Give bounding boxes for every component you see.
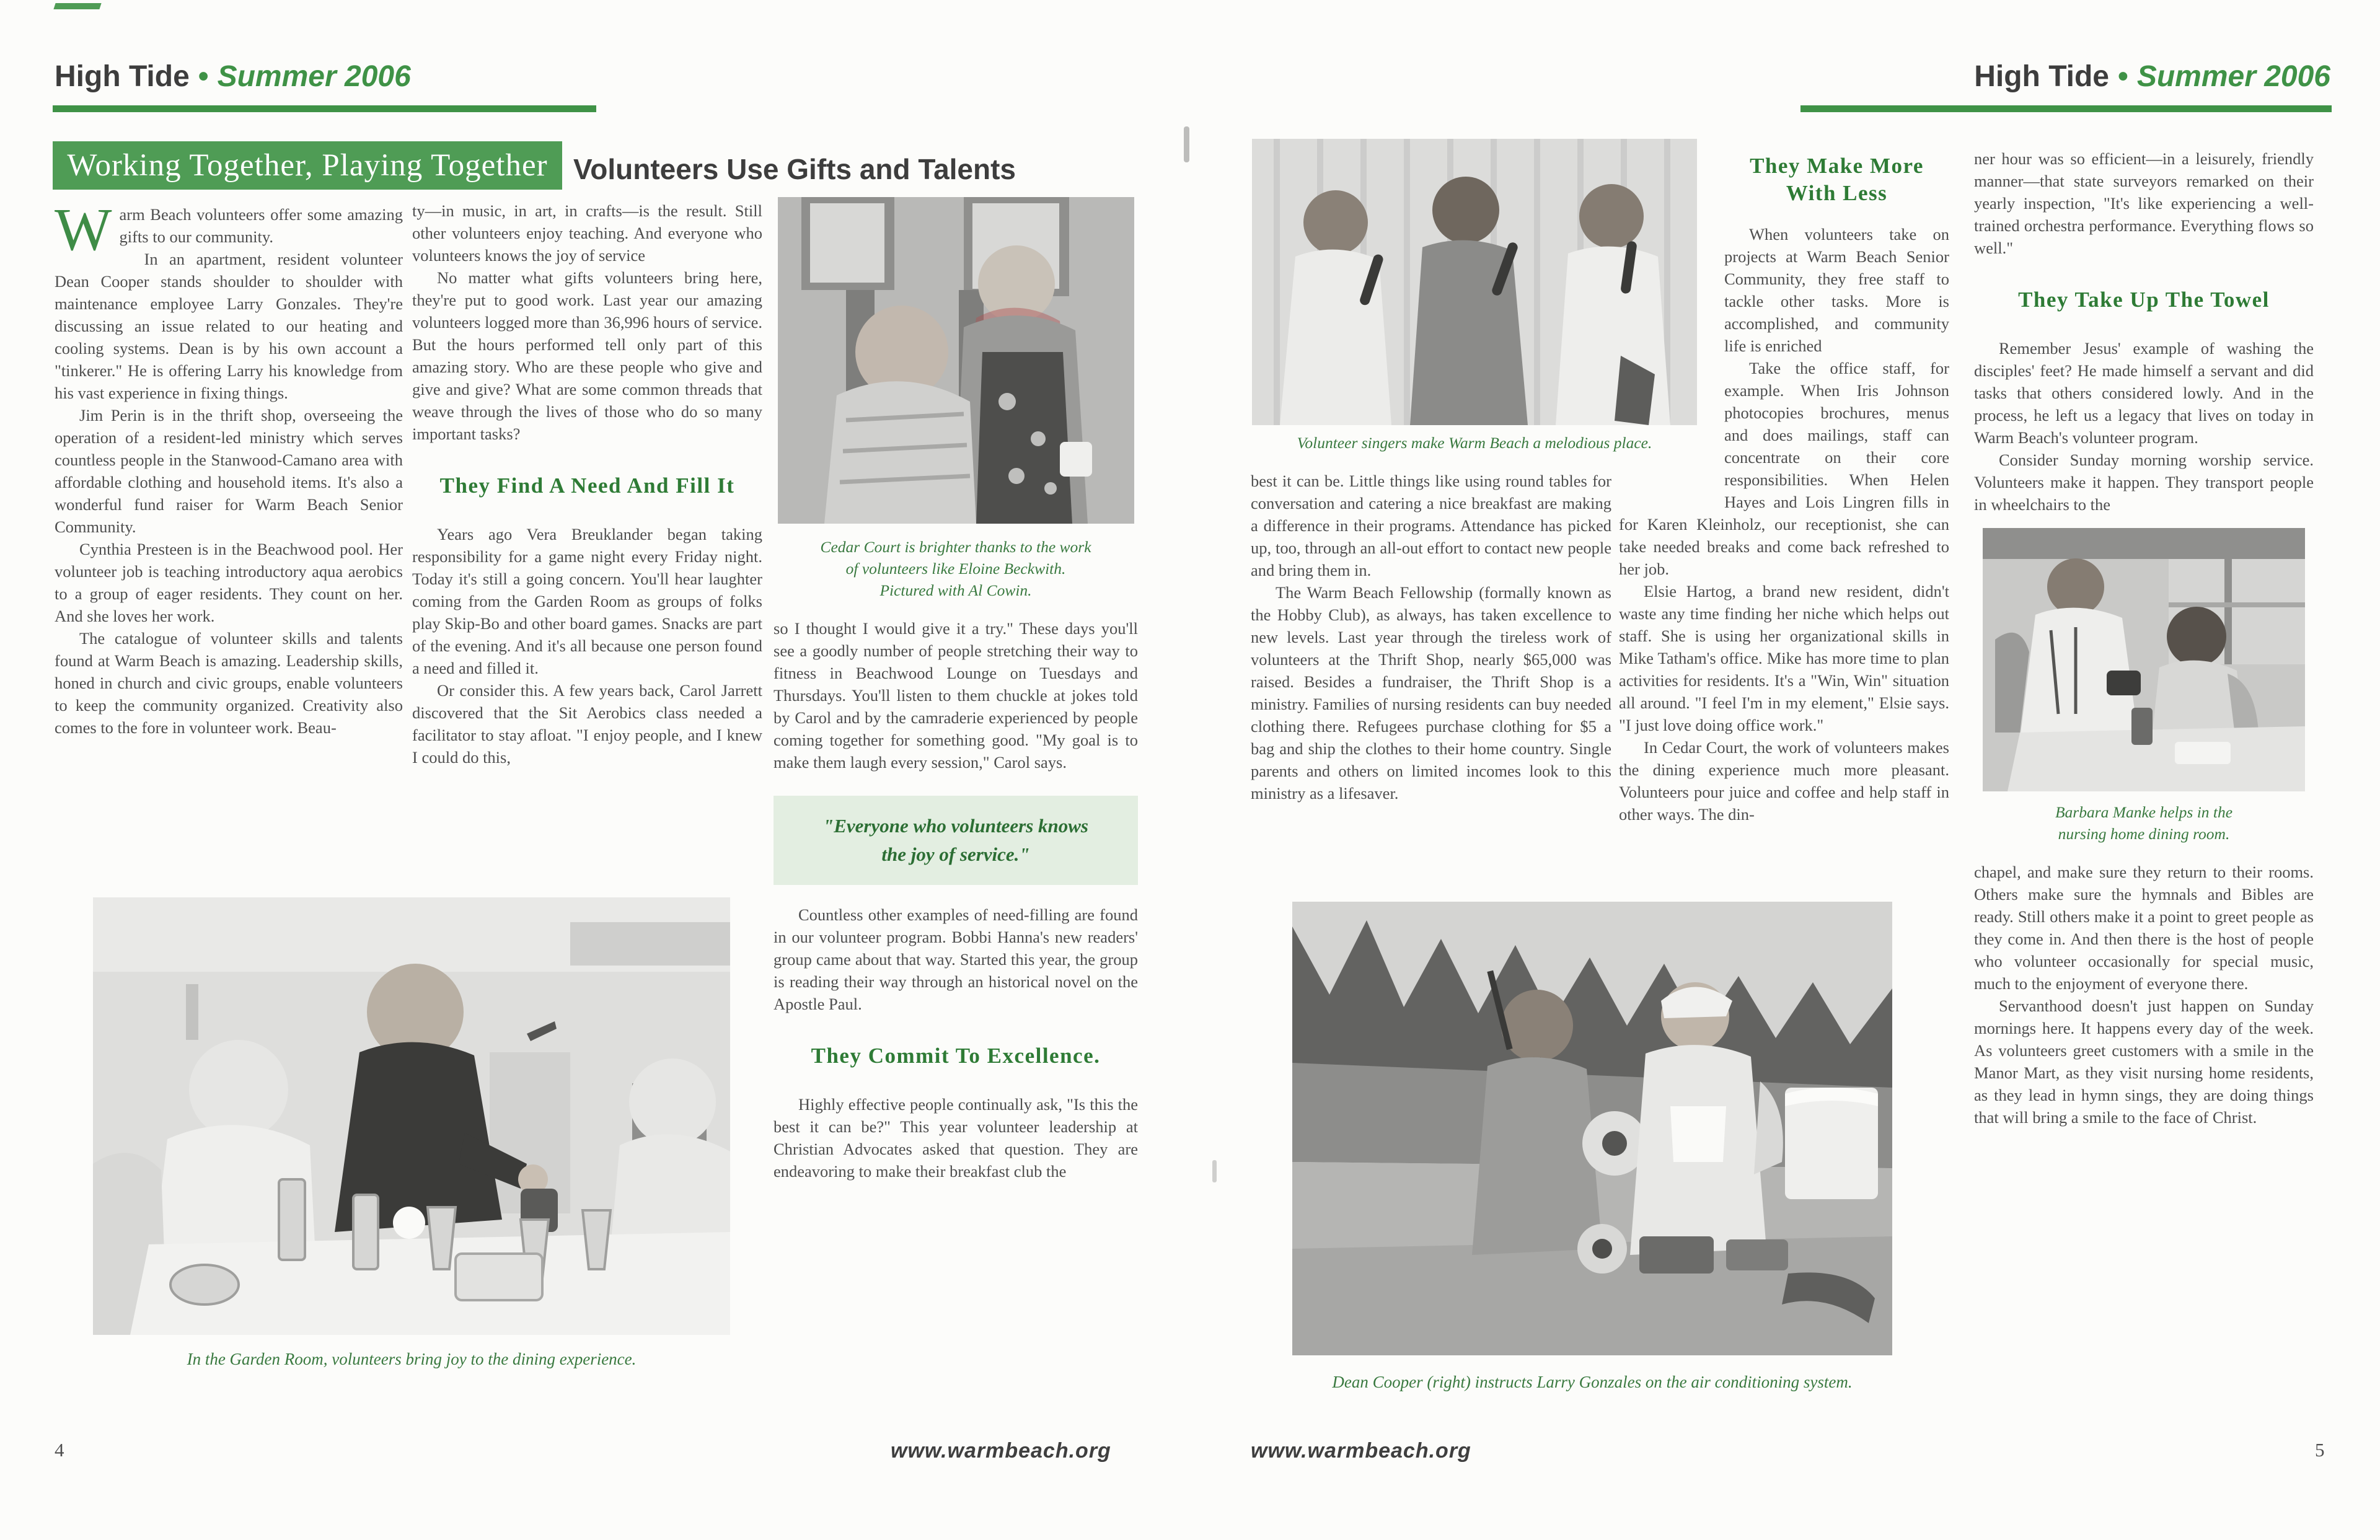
photo-caption: Barbara Manke helps in the xyxy=(2055,803,2233,821)
page-number-right: 5 xyxy=(2315,1439,2325,1461)
paragraph: so I thought I would give it a try." These days you'll see a goodly number of people stretching their way to fitness in Beachwood Lounge on Tuesdays and Thursdays. You'll listen to them chuckle at jokes told by Carol and by the camraderie experienced by people coming together for something good. "My goal is to make them laugh every session," Carol says. xyxy=(774,619,1138,772)
paragraph: When volunteers take on projects at Warm Beach Senior Community, they free staff to tackle other tasks. More is accomplished, and community life is enriched xyxy=(1724,225,1949,355)
paragraph: Highly effective people continually ask, "Is this the best it can be?" This year volunteer leadership at Christian Advocates asked that question. They are endeavoring to make their breakfast club the xyxy=(774,1095,1138,1181)
section-heading: They Find A Need And Fill It xyxy=(439,473,735,498)
photo-caption: of volunteers like Eloine Beckwith. xyxy=(845,560,1066,578)
paragraph: ty—in music, in art, in crafts—is the result. Still other volunteers enjoy teaching. And everyone who volunteers knows the joy of service xyxy=(412,201,762,265)
scan-gutter-artifact xyxy=(1184,126,1189,162)
paragraph: Consider Sunday morning worship service. Volunteers make it happen. They transport people in wheelchairs to the xyxy=(1974,451,2314,514)
photo-caption: In the Garden Room, volunteers bring joy to the dining experience. xyxy=(187,1350,637,1368)
website-url: www.warmbeach.org xyxy=(1251,1439,1471,1463)
drop-cap: W xyxy=(55,196,112,263)
header-rule xyxy=(1800,105,2332,112)
photo-caption: Cedar Court is brighter thanks to the work xyxy=(820,538,1091,556)
paragraph-text: arm Beach volunteers offer some amazing gifts to our community. xyxy=(119,205,403,246)
paragraph: chapel, and make sure they return to their rooms. Others make sure the hymnals and Bibles are ready. Still others make it a point to greet people as they come in. And then there is the host of people who volunteer occasionally for special music, much to the enjoyment of everyone there. xyxy=(1974,863,2314,993)
article-headline: Volunteers Use Gifts and Talents xyxy=(573,153,1016,185)
garden-room-photo xyxy=(93,897,730,1338)
scan-corner-mark xyxy=(53,3,101,9)
paragraph xyxy=(55,196,403,263)
photo-caption: nursing home dining room. xyxy=(2058,825,2230,843)
right-column-2 xyxy=(1619,152,1949,825)
newsletter-title: High Tide xyxy=(1974,60,2109,93)
paragraph: Cynthia Presteen is in the Beachwood pool. Her volunteer job is teaching introductory aqua aerobics to a group of eager residents. They count on her. And she loves her work. xyxy=(55,540,403,625)
paragraph: Remember Jesus' example of washing the disciples' feet? He made himself a servant and did tasks that others considered lowly. And in the process, he left us a legacy that lives on today in Warm Beach's volunteer program. xyxy=(1974,339,2314,447)
newsletter-issue: Summer 2006 xyxy=(217,60,411,93)
website-url: www.warmbeach.org xyxy=(891,1439,1111,1463)
paragraph: No matter what gifts volunteers bring here, they're put to good work. Last year our amazing volunteers logged more than 36,996 hours of service. But the hours performed tell only part of this amazing story. Who are these people who give and give and give? What are some common threads that weave through the lives of those who do so many important tasks? xyxy=(412,268,762,443)
right-column-1 xyxy=(1251,470,1611,804)
paragraph: Servanthood doesn't just happen on Sunday mornings here. It happens every day of the week. As volunteers greet customers with a smile in the Manor Mart, as they visit nursing home residents, as they lead in hymn sings, they are doing things that will bring a smile to the face of Christ. xyxy=(1974,997,2314,1127)
paragraph: Years ago Vera Breuklander began taking responsibility for a game night every Friday night. Today it's still a going concern. You'll hear laughter coming from the Garden Room as groups of folks play Skip-Bo and other board games. Snacks are part of the evening. And it's all because one person found a need and filled it. xyxy=(412,525,762,677)
paragraph: Take the office staff, for example. When Iris Johnson photocopies brochures, menus and does mailings, staff can concentrate on their core responsibilities. When Helen Hayes and Lois Lingren fills in for Karen Kleinholz, our receptionist, she can take needed breaks and come back refreshed to her job. xyxy=(1619,359,1949,578)
section-banner-label: Working Together, Playing Together xyxy=(67,148,548,183)
header-bullet: • xyxy=(198,60,209,93)
pull-quote xyxy=(774,796,1138,885)
right-column-3 xyxy=(1974,147,2314,1129)
section-heading-line: With Less xyxy=(1786,181,1888,205)
paragraph: best it can be. Little things like using round tables for conversation and catering a nice breakfast are making a difference in their programs. Attendance has picked up, too, through an all-out effort to contact new people and bring them in. xyxy=(1251,472,1611,579)
photo-caption: Pictured with Al Cowin. xyxy=(879,581,1032,599)
section-heading-line: They Make More xyxy=(1750,154,1924,178)
paragraph: Elsie Hartog, a brand new resident, didn't waste any time finding her niche which helps out staff. She is using her organizational skills in Mike Tatham's office. Mike has more time to plan activities for residents. It's a "Win, Win" situation all around. "I feel I'm in my element," Elsie says. "I just love doing office work." xyxy=(1619,582,1949,734)
paragraph: ner hour was so efficient—in a leisurely, friendly manner—that state surveyors remarked on their yearly inspection, "It's like experiencing a well-trained orchestra performance. Everything flows so well." xyxy=(1974,149,2314,257)
right-page-header xyxy=(1974,59,2330,94)
section-heading: They Commit To Excellence. xyxy=(811,1044,1101,1068)
pull-quote-line: the joy of service." xyxy=(881,843,1030,865)
page-number-left: 4 xyxy=(55,1439,64,1461)
left-column-2 xyxy=(412,200,762,768)
section-banner xyxy=(53,141,562,190)
photo-wrap-spacer xyxy=(1619,152,1724,498)
barbara-manke-photo xyxy=(1983,528,2305,791)
paragraph: Or consider this. A few years back, Carol Jarrett discovered that the Sit Aerobics class needed a facilitator to stay afloat. "I enjoy people, and I knew I could do this, xyxy=(412,681,762,767)
paragraph: The Warm Beach Fellowship (formally known as the Hobby Club), as always, has taken excellence to new levels. Last year through the tireless work of volunteers at the Thrift Shop, nearly $65,000 was raised. Besides a fundraiser, the Thrift Shop is a ministry. Families of nursing residents can buy needed clothing there. Refugees purchase clothing for $5 a bag and ship the clothes to their home country. Single parents and others on limited incomes look to this ministry as a lifesaver. xyxy=(1251,583,1611,803)
section-heading: They Take Up The Towel xyxy=(2018,288,2270,312)
paragraph: In an apartment, resident volunteer Dean Cooper stands shoulder to shoulder with maintenance employee Larry Gonzales. They're discussing an issue related to our heating and cooling systems. Dean is by his own account a "tinkerer." He is offering Larry his knowledge from his vast experience in fixing things. xyxy=(55,250,403,402)
newsletter-title: High Tide xyxy=(55,60,190,93)
left-column-1 xyxy=(55,196,403,739)
scan-gutter-artifact xyxy=(1212,1160,1217,1182)
cedar-court-photo xyxy=(778,197,1134,524)
paragraph: Countless other examples of need-filling are found in our volunteer program. Bobbi Hanna's new readers' group came about that way. Started this year, the group is reading their way through an historical novel on the Apostle Paul. xyxy=(774,905,1138,1013)
photo-caption: Volunteer singers make Warm Beach a melodious place. xyxy=(1297,434,1652,452)
photo-caption: Dean Cooper (right) instructs Larry Gonzales on the air conditioning system. xyxy=(1332,1373,1853,1391)
paragraph: In Cedar Court, the work of volunteers makes the dining experience much more pleasant. Volunteers pour juice and coffee and help staff in other ways. The din- xyxy=(1619,738,1949,824)
paragraph: Jim Perin is in the thrift shop, overseeing the operation of a resident-led ministry which serves countless people in the Stanwood-Camano area with affordable clothing and household items. It's also a wonderful fund raiser for Warm Beach Senior Community. xyxy=(55,406,403,536)
header-rule xyxy=(53,105,596,112)
paragraph: The catalogue of volunteer skills and talents found at Warm Beach is amazing. Leadership skills, honed in church and civic groups, enable volunteers to keep the community organized. Creativity also comes to the fore in volunteer work. Beau- xyxy=(55,629,403,737)
left-column-3 xyxy=(774,197,1138,1182)
dean-cooper-photo xyxy=(1292,902,1892,1358)
pull-quote-line: "Everyone who volunteers knows xyxy=(823,815,1088,837)
newsletter-issue: Summer 2006 xyxy=(2136,60,2330,93)
header-bullet: • xyxy=(2118,60,2128,93)
left-page-header xyxy=(55,59,411,94)
